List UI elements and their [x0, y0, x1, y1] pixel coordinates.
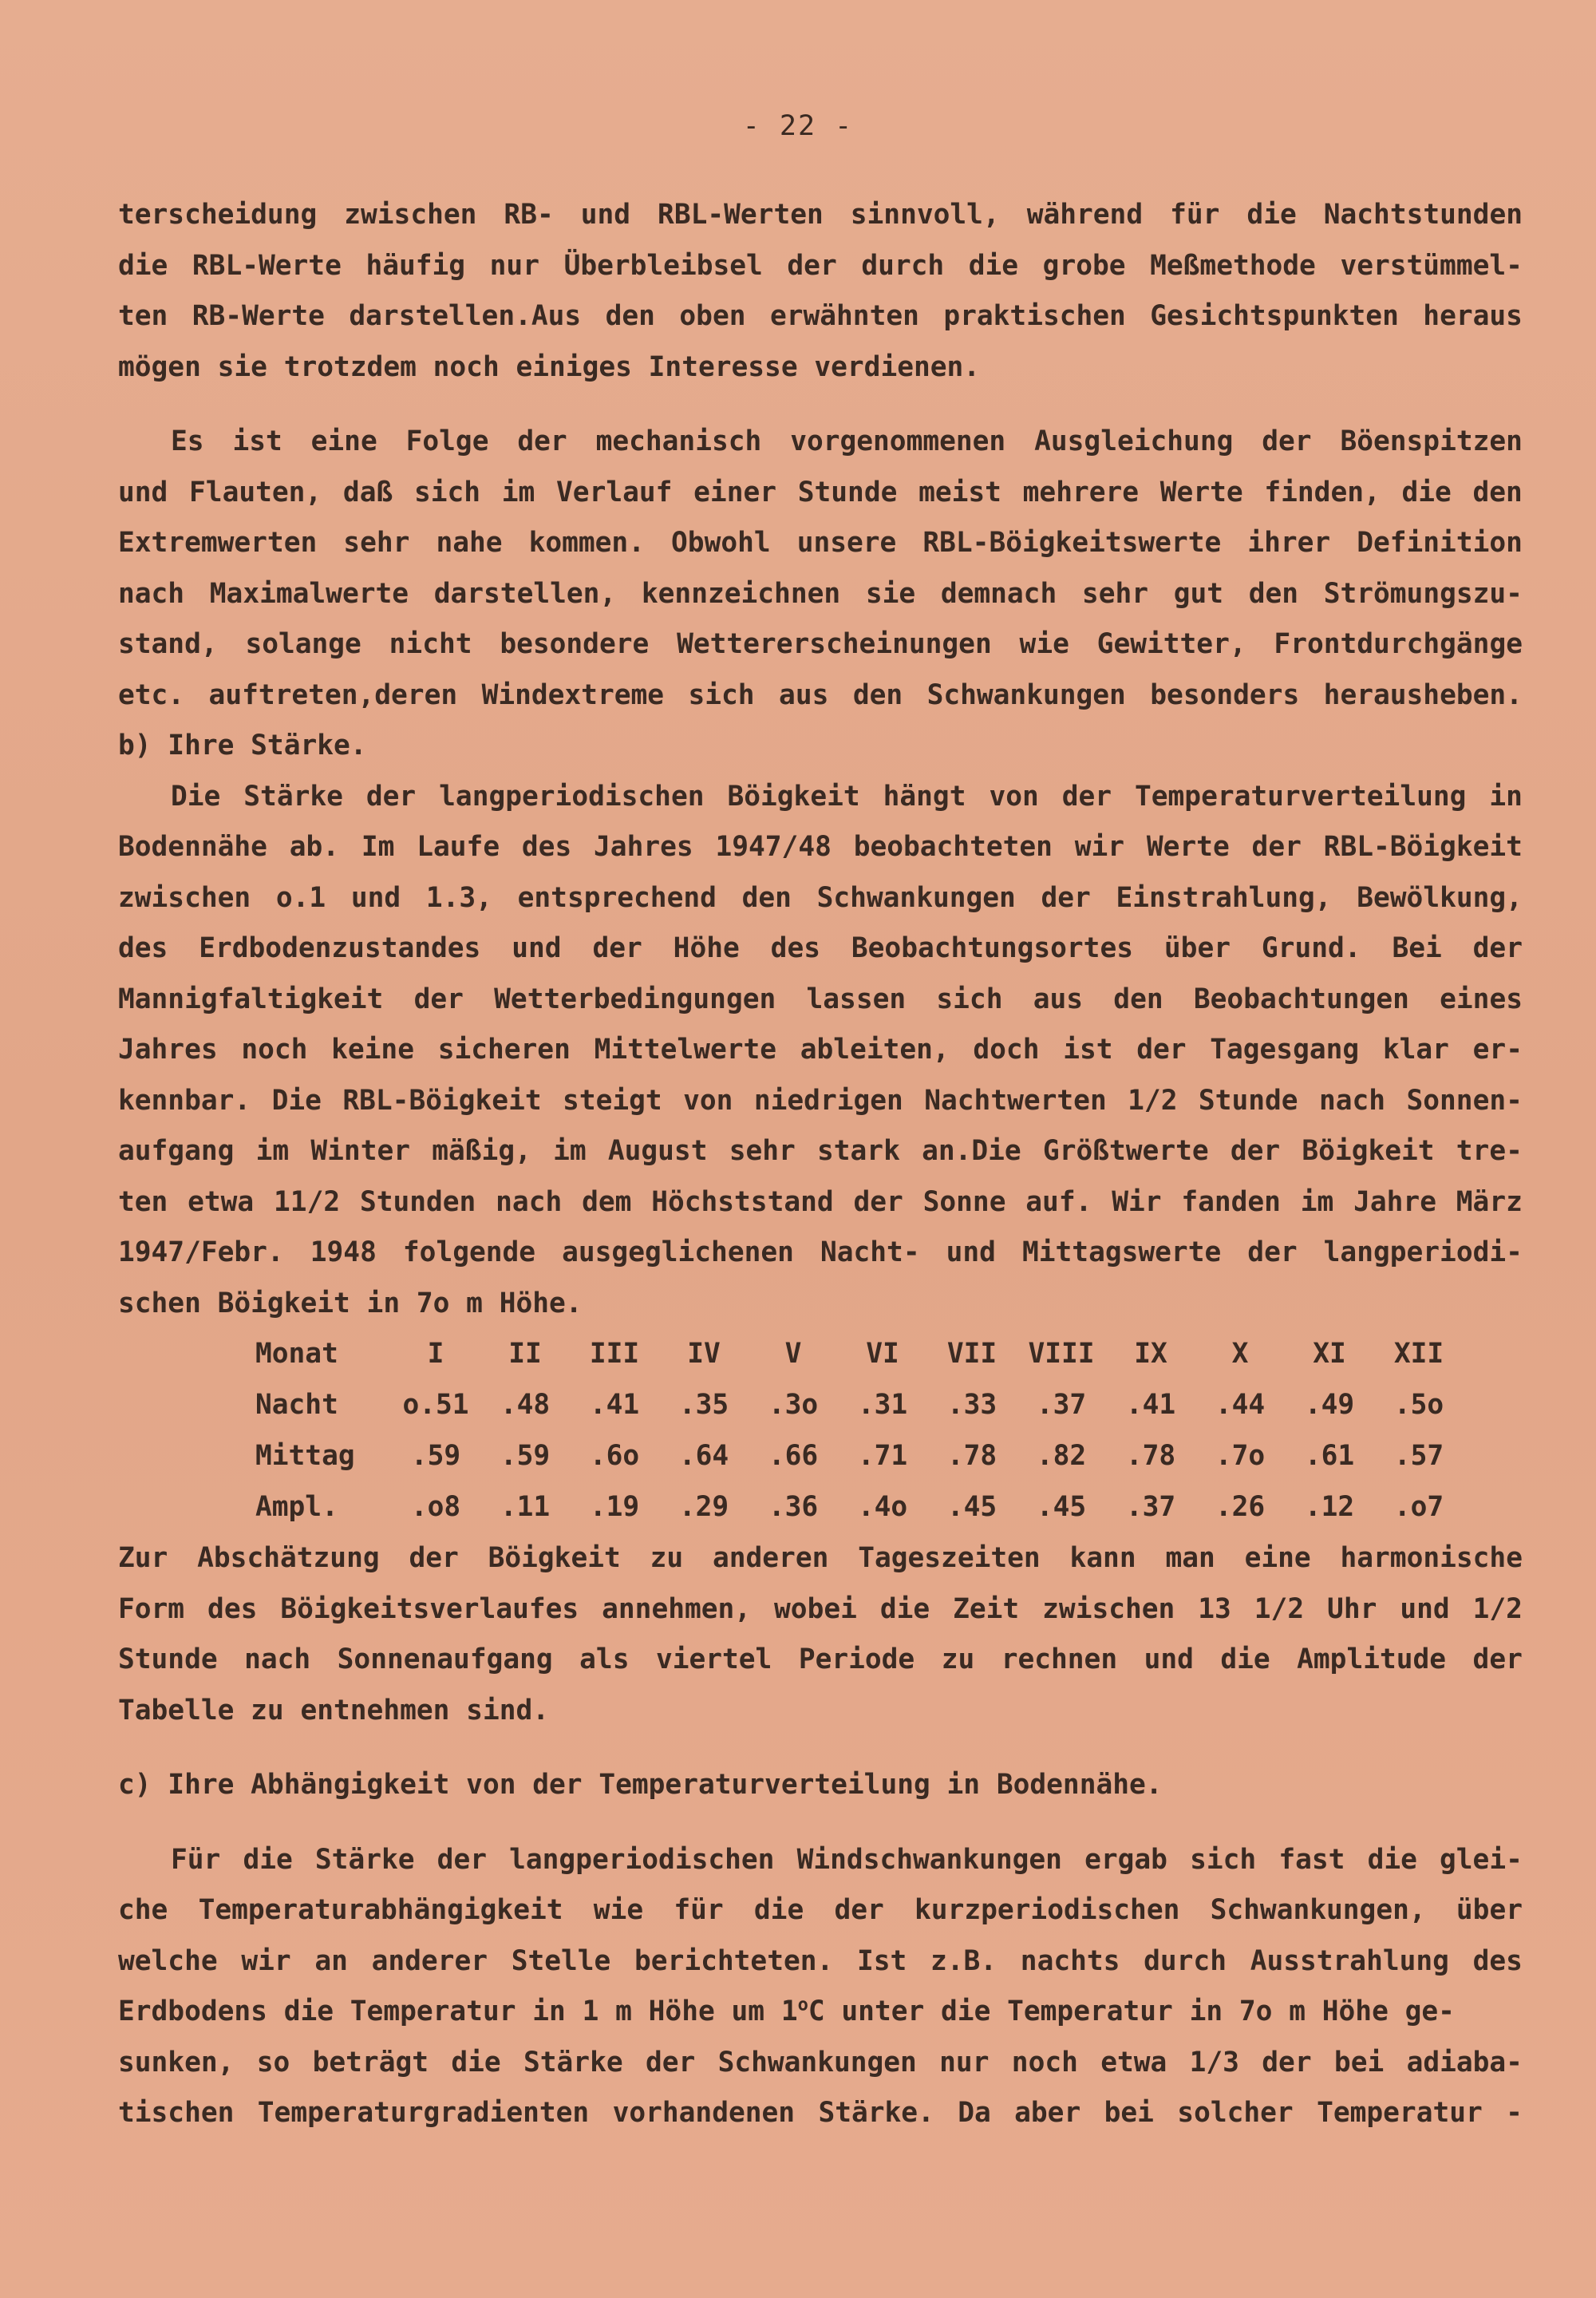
paragraph-4: [118, 1533, 1523, 1736]
table-cell: .11: [500, 1491, 551, 1524]
paragraph-1: [118, 190, 1523, 393]
table-cell: .61: [1304, 1440, 1355, 1473]
table-cell: .37: [1125, 1491, 1176, 1524]
table-cell: .57: [1393, 1440, 1444, 1473]
table-cell: .45: [946, 1491, 998, 1524]
text-line: und Flauten, daß sich im Verlauf einer Stunde meist mehrere Werte finden, die den: [118, 476, 1523, 508]
text-line: aufgang im Winter mäßig, im August sehr stark an.Die Größtwerte der Böigkeit tre-: [118, 1135, 1523, 1167]
document-body: [118, 190, 1523, 2139]
table-cell: III: [589, 1338, 640, 1370]
table-cell: Nacht: [255, 1389, 338, 1422]
paragraph-3: [118, 772, 1523, 1330]
table-header-row: [255, 1329, 1464, 1380]
text-line: sunken, so beträgt die Stärke der Schwankungen nur noch etwa 1/3 der bei adiaba-: [118, 2046, 1523, 2078]
text-line: Form des Böigkeitsverlaufes annehmen, wobei die Zeit zwischen 13 1/2 Uhr und 1/2: [118, 1592, 1523, 1625]
text-line: tischen Temperaturgradienten vorhandenen Stärke. Da aber bei solcher Temperatur -: [118, 2097, 1523, 2129]
text-line: Jahres noch keine sicheren Mittelwerte ableiten, doch ist der Tagesgang klar er-: [118, 1034, 1523, 1066]
table-cell: .31: [857, 1389, 908, 1422]
table-cell: .o8: [410, 1491, 461, 1524]
table-cell: .5o: [1393, 1389, 1444, 1422]
table-cell: .48: [500, 1389, 551, 1422]
page-number: - 22 -: [742, 110, 854, 142]
table-cell: .82: [1036, 1440, 1087, 1473]
table-cell: .78: [946, 1440, 998, 1473]
table-cell: .12: [1304, 1491, 1355, 1524]
text-fragment: C unter die Temperatur in 7o m Höhe ge-: [808, 1995, 1455, 2027]
text-line: die RBL-Werte häufig nur Überbleibsel der durch die grobe Meßmethode verstümmel-: [118, 249, 1523, 282]
text-line: Bodennähe ab. Im Laufe des Jahres 1947/48 beobachteten wir Werte der RBL-Böigkeit: [118, 831, 1523, 863]
table-cell: Monat: [255, 1338, 338, 1370]
table-cell: .44: [1215, 1389, 1266, 1422]
table-cell: o.51: [402, 1389, 469, 1422]
table-cell: .66: [768, 1440, 819, 1473]
table-cell: XI: [1313, 1338, 1346, 1370]
table-cell: .26: [1215, 1491, 1266, 1524]
table-cell: .4o: [857, 1491, 908, 1524]
boigkeit-table: [255, 1329, 1464, 1533]
table-cell: .35: [678, 1389, 729, 1422]
table-cell: VII: [946, 1338, 998, 1370]
text-line: stand, solange nicht besondere Wettererscheinungen wie Gewitter, Frontdurchgänge: [118, 628, 1523, 660]
text-line: che Temperaturabhängigkeit wie für die der kurzperiodischen Schwankungen, über: [118, 1894, 1523, 1926]
text-line: des Erdbodenzustandes und der Höhe des Beobachtungsortes über Grund. Bei der: [118, 932, 1523, 964]
text-line: Mannigfaltigkeit der Wetterbedingungen lassen sich aus den Beobachtungen eines: [118, 983, 1523, 1015]
text-line: Tabelle zu entnehmen sind.: [118, 1694, 550, 1726]
table-cell: VI: [866, 1338, 899, 1370]
table-row: [255, 1482, 1464, 1533]
text-line: ten etwa 11/2 Stunden nach dem Höchststand der Sonne auf. Wir fanden im Jahre März: [118, 1185, 1523, 1218]
table-cell: IV: [687, 1338, 721, 1370]
text-line: nach Maximalwerte darstellen, kennzeichnen sie demnach sehr gut den Strömungszu-: [118, 577, 1523, 610]
paragraph-2: [118, 417, 1523, 721]
text-line: Die Stärke der langperiodischen Böigkeit hängt von der Temperaturverteilung in: [171, 780, 1523, 813]
table-cell: .64: [678, 1440, 729, 1473]
text-line: ten RB-Werte darstellen.Aus den oben erwähnten praktischen Gesichtspunkten heraus: [118, 300, 1523, 332]
table-cell: .49: [1304, 1389, 1355, 1422]
text-line: Für die Stärke der langperiodischen Windschwankungen ergab sich fast die glei-: [171, 1843, 1523, 1876]
text-line: Es ist eine Folge der mechanisch vorgenommenen Ausgleichung der Böenspitzen: [171, 425, 1523, 457]
table-cell: .37: [1036, 1389, 1087, 1422]
table-cell: II: [508, 1338, 542, 1370]
text-line: kennbar. Die RBL-Böigkeit steigt von niedrigen Nachtwerten 1/2 Stunde nach Sonnen-: [118, 1084, 1523, 1117]
text-line: welche wir an anderer Stelle berichteten. Ist z.B. nachts durch Ausstrahlung des: [118, 1944, 1523, 1977]
table-cell: IX: [1134, 1338, 1167, 1370]
table-cell: .6o: [589, 1440, 640, 1473]
table-cell: V: [784, 1338, 802, 1370]
table-cell: .33: [946, 1389, 998, 1422]
table-cell: I: [427, 1338, 444, 1370]
text-line: schen Böigkeit in 7o m Höhe.: [118, 1287, 583, 1319]
table-cell: .59: [500, 1440, 551, 1473]
table-cell: X: [1231, 1338, 1249, 1370]
table-cell: .78: [1125, 1440, 1176, 1473]
table-cell: .36: [768, 1491, 819, 1524]
table-cell: .19: [589, 1491, 640, 1524]
degree-sign: o: [797, 1995, 808, 2015]
paragraph-5: [118, 1835, 1523, 2139]
text-line: Stunde nach Sonnenaufgang als viertel Periode zu rechnen und die Amplitude der: [118, 1643, 1523, 1675]
table-cell: XII: [1393, 1338, 1444, 1370]
table-cell: VIII: [1028, 1338, 1095, 1370]
text-line: etc. auftreten,deren Windextreme sich aus den Schwankungen besonders herausheben.: [118, 678, 1523, 711]
table-cell: .41: [589, 1389, 640, 1422]
section-heading-b: b) Ihre Stärke.: [118, 730, 367, 761]
text-line: Zur Abschätzung der Böigkeit zu anderen Tageszeiten kann man eine harmonische: [118, 1542, 1523, 1574]
table-cell: .29: [678, 1491, 729, 1524]
table-cell: .45: [1036, 1491, 1087, 1524]
table-cell: .7o: [1215, 1440, 1266, 1473]
table-row: [255, 1380, 1464, 1431]
text-line: [118, 1987, 1523, 2038]
text-line: terscheidung zwischen RB- und RBL-Werten sinnvoll, während für die Nachtstunden: [118, 199, 1523, 231]
table-cell: .71: [857, 1440, 908, 1473]
text-line: Extremwerten sehr nahe kommen. Obwohl unsere RBL-Böigkeitswerte ihrer Definition: [118, 527, 1523, 559]
text-line: 1947/Febr. 1948 folgende ausgeglichenen Nacht- und Mittagswerte der langperiodi-: [118, 1236, 1523, 1268]
text-fragment: Erdbodens die Temperatur in 1 m Höhe um 1: [118, 1995, 798, 2027]
text-line: mögen sie trotzdem noch einiges Interesse verdienen.: [118, 350, 981, 383]
table-cell: .41: [1125, 1389, 1176, 1422]
table-cell: .o7: [1393, 1491, 1444, 1524]
table-cell: Ampl.: [255, 1491, 338, 1524]
table-cell: .3o: [768, 1389, 819, 1422]
table-row: [255, 1431, 1464, 1482]
section-heading-c: c) Ihre Abhängigkeit von der Temperaturverteilung in Bodennähe.: [118, 1769, 1163, 1801]
table-cell: .59: [410, 1440, 461, 1473]
text-line: zwischen o.1 und 1.3, entsprechend den Schwankungen der Einstrahlung, Bewölkung,: [118, 881, 1523, 914]
table-cell: Mittag: [255, 1440, 355, 1473]
